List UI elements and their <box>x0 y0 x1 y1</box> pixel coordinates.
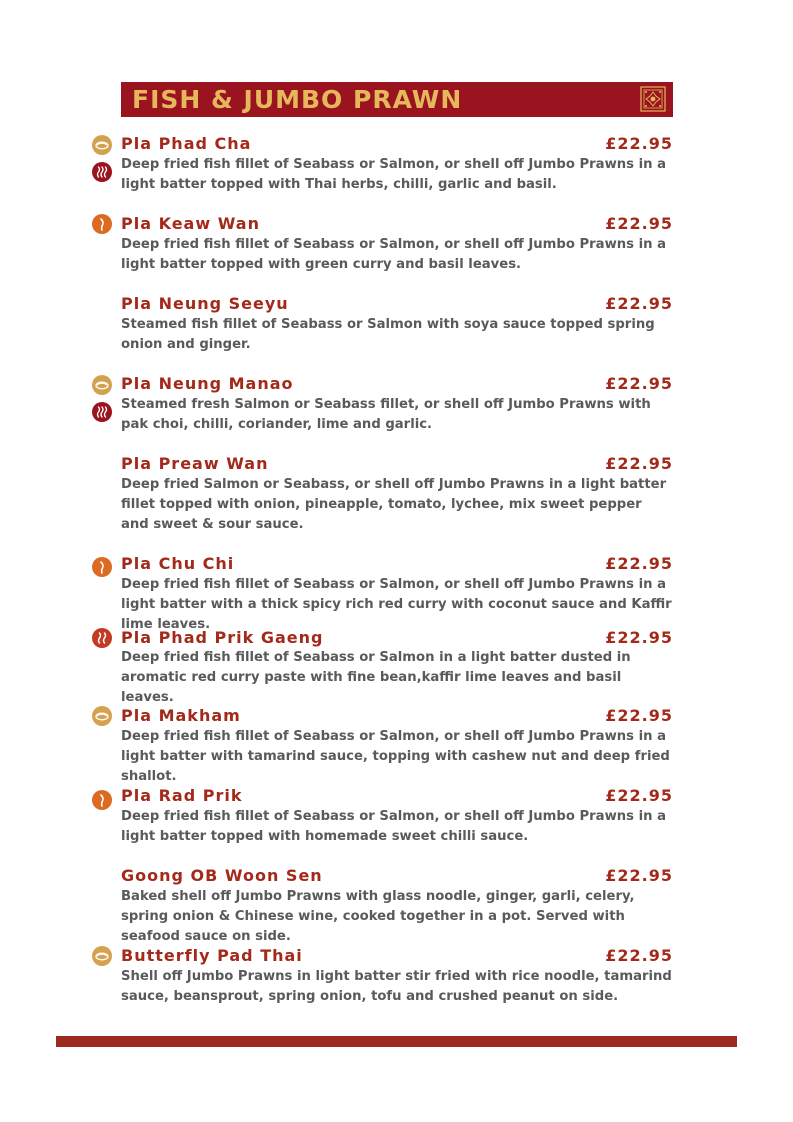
item-description: Steamed fish fillet of Seabass or Salmon with soya sauce topped spring onion and ginger. <box>121 317 655 352</box>
item-price: £22.95 <box>605 786 673 805</box>
prawn-icon <box>92 375 112 395</box>
item-price: £22.95 <box>605 628 673 647</box>
item-name: Pla Preaw Wan <box>121 454 269 473</box>
item-description: Shell off Jumbo Prawns in light batter stir fried with rice noodle, tamarind sauce, beansprout, spring onion, tofu and crushed peanut on side. <box>121 969 672 1004</box>
item-name: Pla Phad Prik Gaeng <box>121 628 324 647</box>
item-price: £22.95 <box>605 554 673 573</box>
item-price: £22.95 <box>605 214 673 233</box>
item-description: Deep fried fish fillet of Seabass or Salmon, or shell off Jumbo Prawns in a light batter with a thick spicy rich red curry with coconut sauce and Kaffir lime leaves. <box>121 577 672 632</box>
prawn-icon <box>92 946 112 966</box>
item-price: £22.95 <box>605 134 673 153</box>
item-name: Pla Makham <box>121 706 241 725</box>
section-banner <box>121 82 673 117</box>
item-price: £22.95 <box>605 454 673 473</box>
prawn-icon <box>92 135 112 155</box>
item-description: Deep fried fish fillet of Seabass or Salmon, or shell off Jumbo Prawns in a light batter topped with homemade sweet chilli sauce. <box>121 809 666 844</box>
three-chilli-icon <box>92 162 112 182</box>
thai-ornament-icon <box>640 86 666 112</box>
one-chilli-icon <box>92 214 112 234</box>
one-chilli-icon <box>92 790 112 810</box>
section-title: FISH & JUMBO PRAWN <box>132 85 463 114</box>
item-description: Deep fried Salmon or Seabass, or shell off Jumbo Prawns in a light batter fillet topped with onion, pineapple, tomato, lychee, mix sweet pepper and sweet & sour sauce. <box>121 477 667 532</box>
three-chilli-icon <box>92 402 112 422</box>
item-description: Steamed fresh Salmon or Seabass fillet, or shell off Jumbo Prawns with pak choi, chilli, coriander, lime and garlic. <box>121 397 651 432</box>
item-name: Butterfly Pad Thai <box>121 946 303 965</box>
item-description: Baked shell off Jumbo Prawns with glass noodle, ginger, garli, celery, spring onion & Chinese wine, cooked together in a pot. Served with seafood sauce on side. <box>121 889 635 944</box>
item-name: Pla Neung Manao <box>121 374 294 393</box>
item-name: Pla Rad Prik <box>121 786 243 805</box>
item-description: Deep fried fish fillet of Seabass or Salmon in a light batter dusted in aromatic red curry paste with fine bean,kaffir lime leaves and basil leaves. <box>121 650 631 705</box>
item-name: Pla Chu Chi <box>121 554 235 573</box>
footer-divider <box>56 1036 737 1047</box>
one-chilli-icon <box>92 557 112 577</box>
item-name: Pla Neung Seeyu <box>121 294 289 313</box>
item-name: Pla Phad Cha <box>121 134 252 153</box>
item-description: Deep fried fish fillet of Seabass or Salmon, or shell off Jumbo Prawns in a light batter topped with green curry and basil leaves. <box>121 237 666 272</box>
item-description: Deep fried fish fillet of Seabass or Salmon, or shell off Jumbo Prawns in a light batter topped with Thai herbs, chilli, garlic and basil. <box>121 157 666 192</box>
item-price: £22.95 <box>605 374 673 393</box>
prawn-icon <box>92 706 112 726</box>
item-price: £22.95 <box>605 946 673 965</box>
item-name: Pla Keaw Wan <box>121 214 260 233</box>
item-price: £22.95 <box>605 294 673 313</box>
item-price: £22.95 <box>605 706 673 725</box>
two-chilli-icon <box>92 628 112 648</box>
item-price: £22.95 <box>605 866 673 885</box>
item-name: Goong OB Woon Sen <box>121 866 323 885</box>
item-description: Deep fried fish fillet of Seabass or Salmon, or shell off Jumbo Prawns in a light batter with tamarind sauce, topping with cashew nut and deep fried shallot. <box>121 729 670 784</box>
